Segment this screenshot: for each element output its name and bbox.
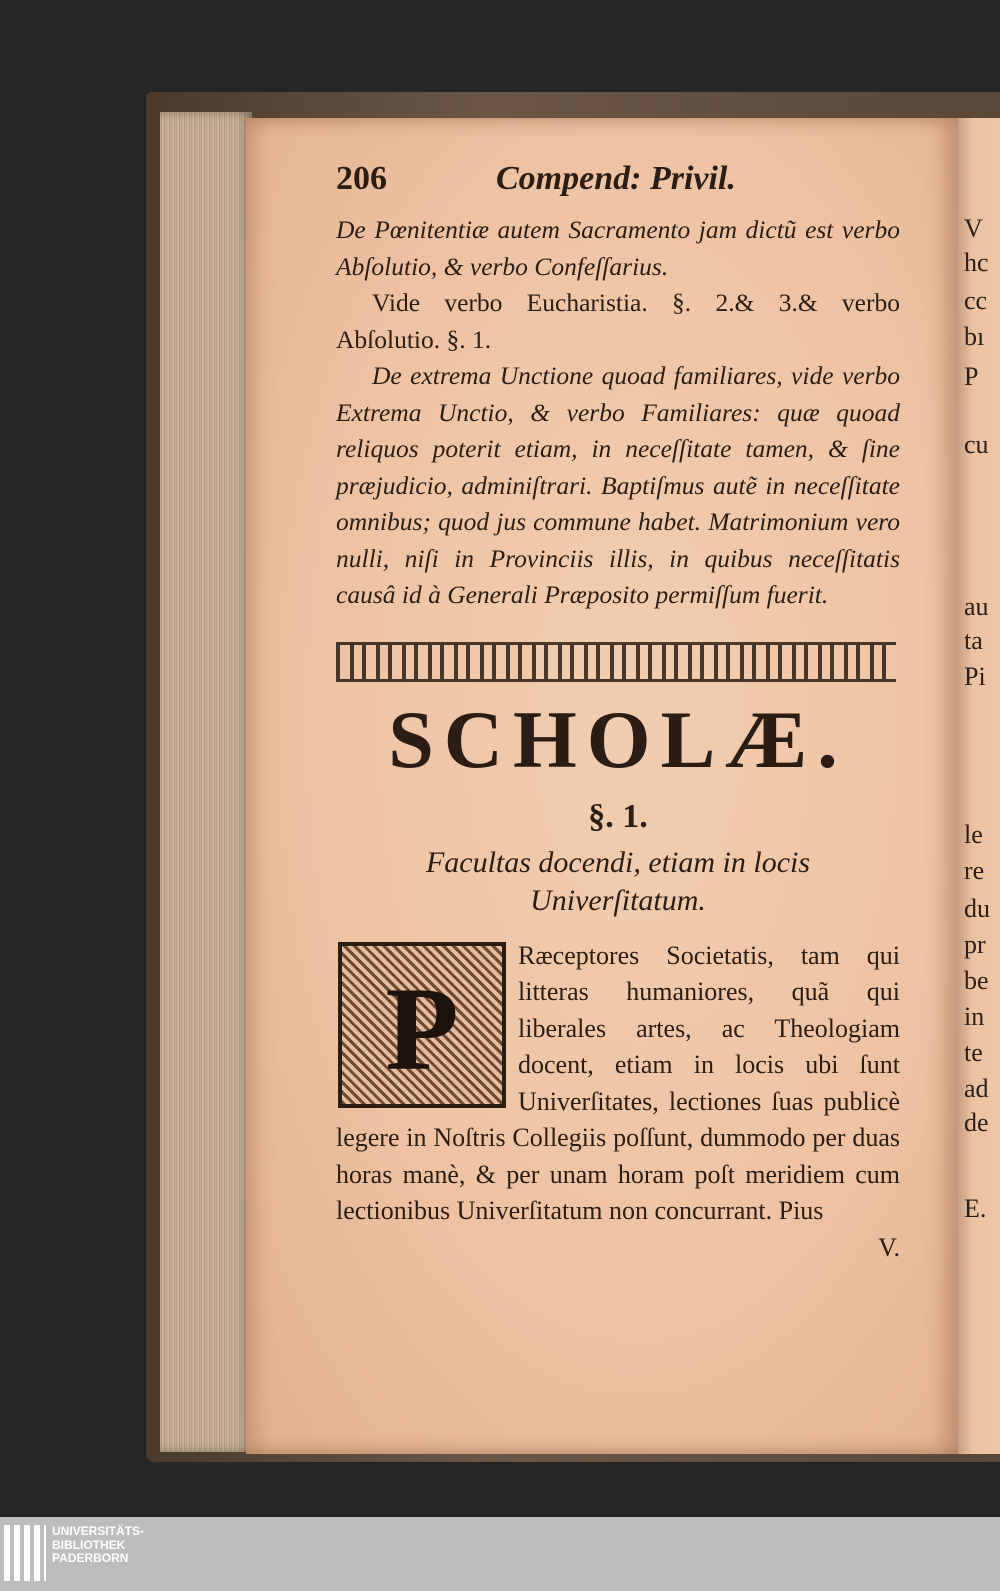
ornamental-divider [336,642,896,682]
library-footer-bar [0,1517,1000,1591]
library-logo-icon [4,1525,46,1581]
page-content [336,160,900,1266]
next-page-fragment: du [964,894,990,923]
paragraph-penance: De Pœnitentiæ autem Sacramento jam dictũ est verbo Abſolutio, & verbo Confeſſarius. [336,215,900,281]
next-page-fragment: Pi [964,662,986,691]
section-number: §. 1. [588,797,648,835]
next-page-fragment: re [964,856,985,885]
running-title: Compend: Privil. [496,160,736,197]
paragraph-extreme-unction: De extrema Unctione quoad familiares, vide verbo Extrema Unctio, & verbo Familiares: quæ quoad reliquos poterit etiam, in neceſſitate tamen, & ſine præjudicio, adminiſtrari. Baptiſmus autẽ in neceſſitate omnibus; quod jus commune habet. Matrimonium vero nulli, niſi in Provinciis illis, in quibus neceſſitatis causâ id à Generali Præposito permiſſum fuerit. [336,361,900,609]
logo-line: UNIVERSITÄTS- [52,1524,145,1538]
page-number: 206 [336,160,387,197]
next-page-fragment: hc [964,248,989,277]
next-page-edge [958,118,1000,1454]
next-page-fragment: ta [964,626,983,655]
next-page-fragment: be [964,966,989,995]
next-page-fragment: le [964,820,983,849]
logo-line: PADERBORN [52,1551,129,1565]
next-page-fragment: au [964,592,989,621]
next-page-fragment: cc [964,286,988,315]
next-page-fragment: de [964,1108,989,1137]
initial-letter: P [385,961,459,1095]
next-page-fragment: te [964,1038,983,1067]
decorated-initial [338,942,506,1108]
catchword: V. [878,1232,900,1262]
next-page-fragment: in [964,1002,985,1031]
next-page-fragment: bı [964,322,985,351]
next-page-fragment: ad [964,1074,989,1103]
next-page-fragment: V [964,214,983,243]
next-page-fragment: E. [964,1194,987,1223]
section-body-text: Ræceptores Societatis, tam qui litteras humaniores, quã qui liberales artes, ac Theologiam docent, etiam in locis ubi ſunt Univerſitates, lectiones ſuas publicè legere in Noſtris Collegiis poſſunt, dummodo per duas horas manè, & per unam horam poſt meridiem cum lectionibus Univerſitatum non concurrant. Pius [336,940,900,1225]
paragraph-eucharist: Vide verbo Eucharistia. §. 2.& 3.& verbo Abſolutio. §. 1. [336,288,900,354]
section-title: SCHOLÆ. [388,693,848,785]
section-body [336,938,900,1266]
logo-line: BIBLIOTHEK [52,1537,126,1552]
section-heading: Facultas docendi, etiam in locis Univerſitatum. [425,845,811,917]
next-page-fragment: cu [964,430,989,459]
library-logo-text [52,1525,144,1566]
next-page-fragment: pr [964,930,986,959]
page-header [336,160,900,212]
next-page-fragment: P [964,362,979,391]
page-edges [160,112,252,1452]
